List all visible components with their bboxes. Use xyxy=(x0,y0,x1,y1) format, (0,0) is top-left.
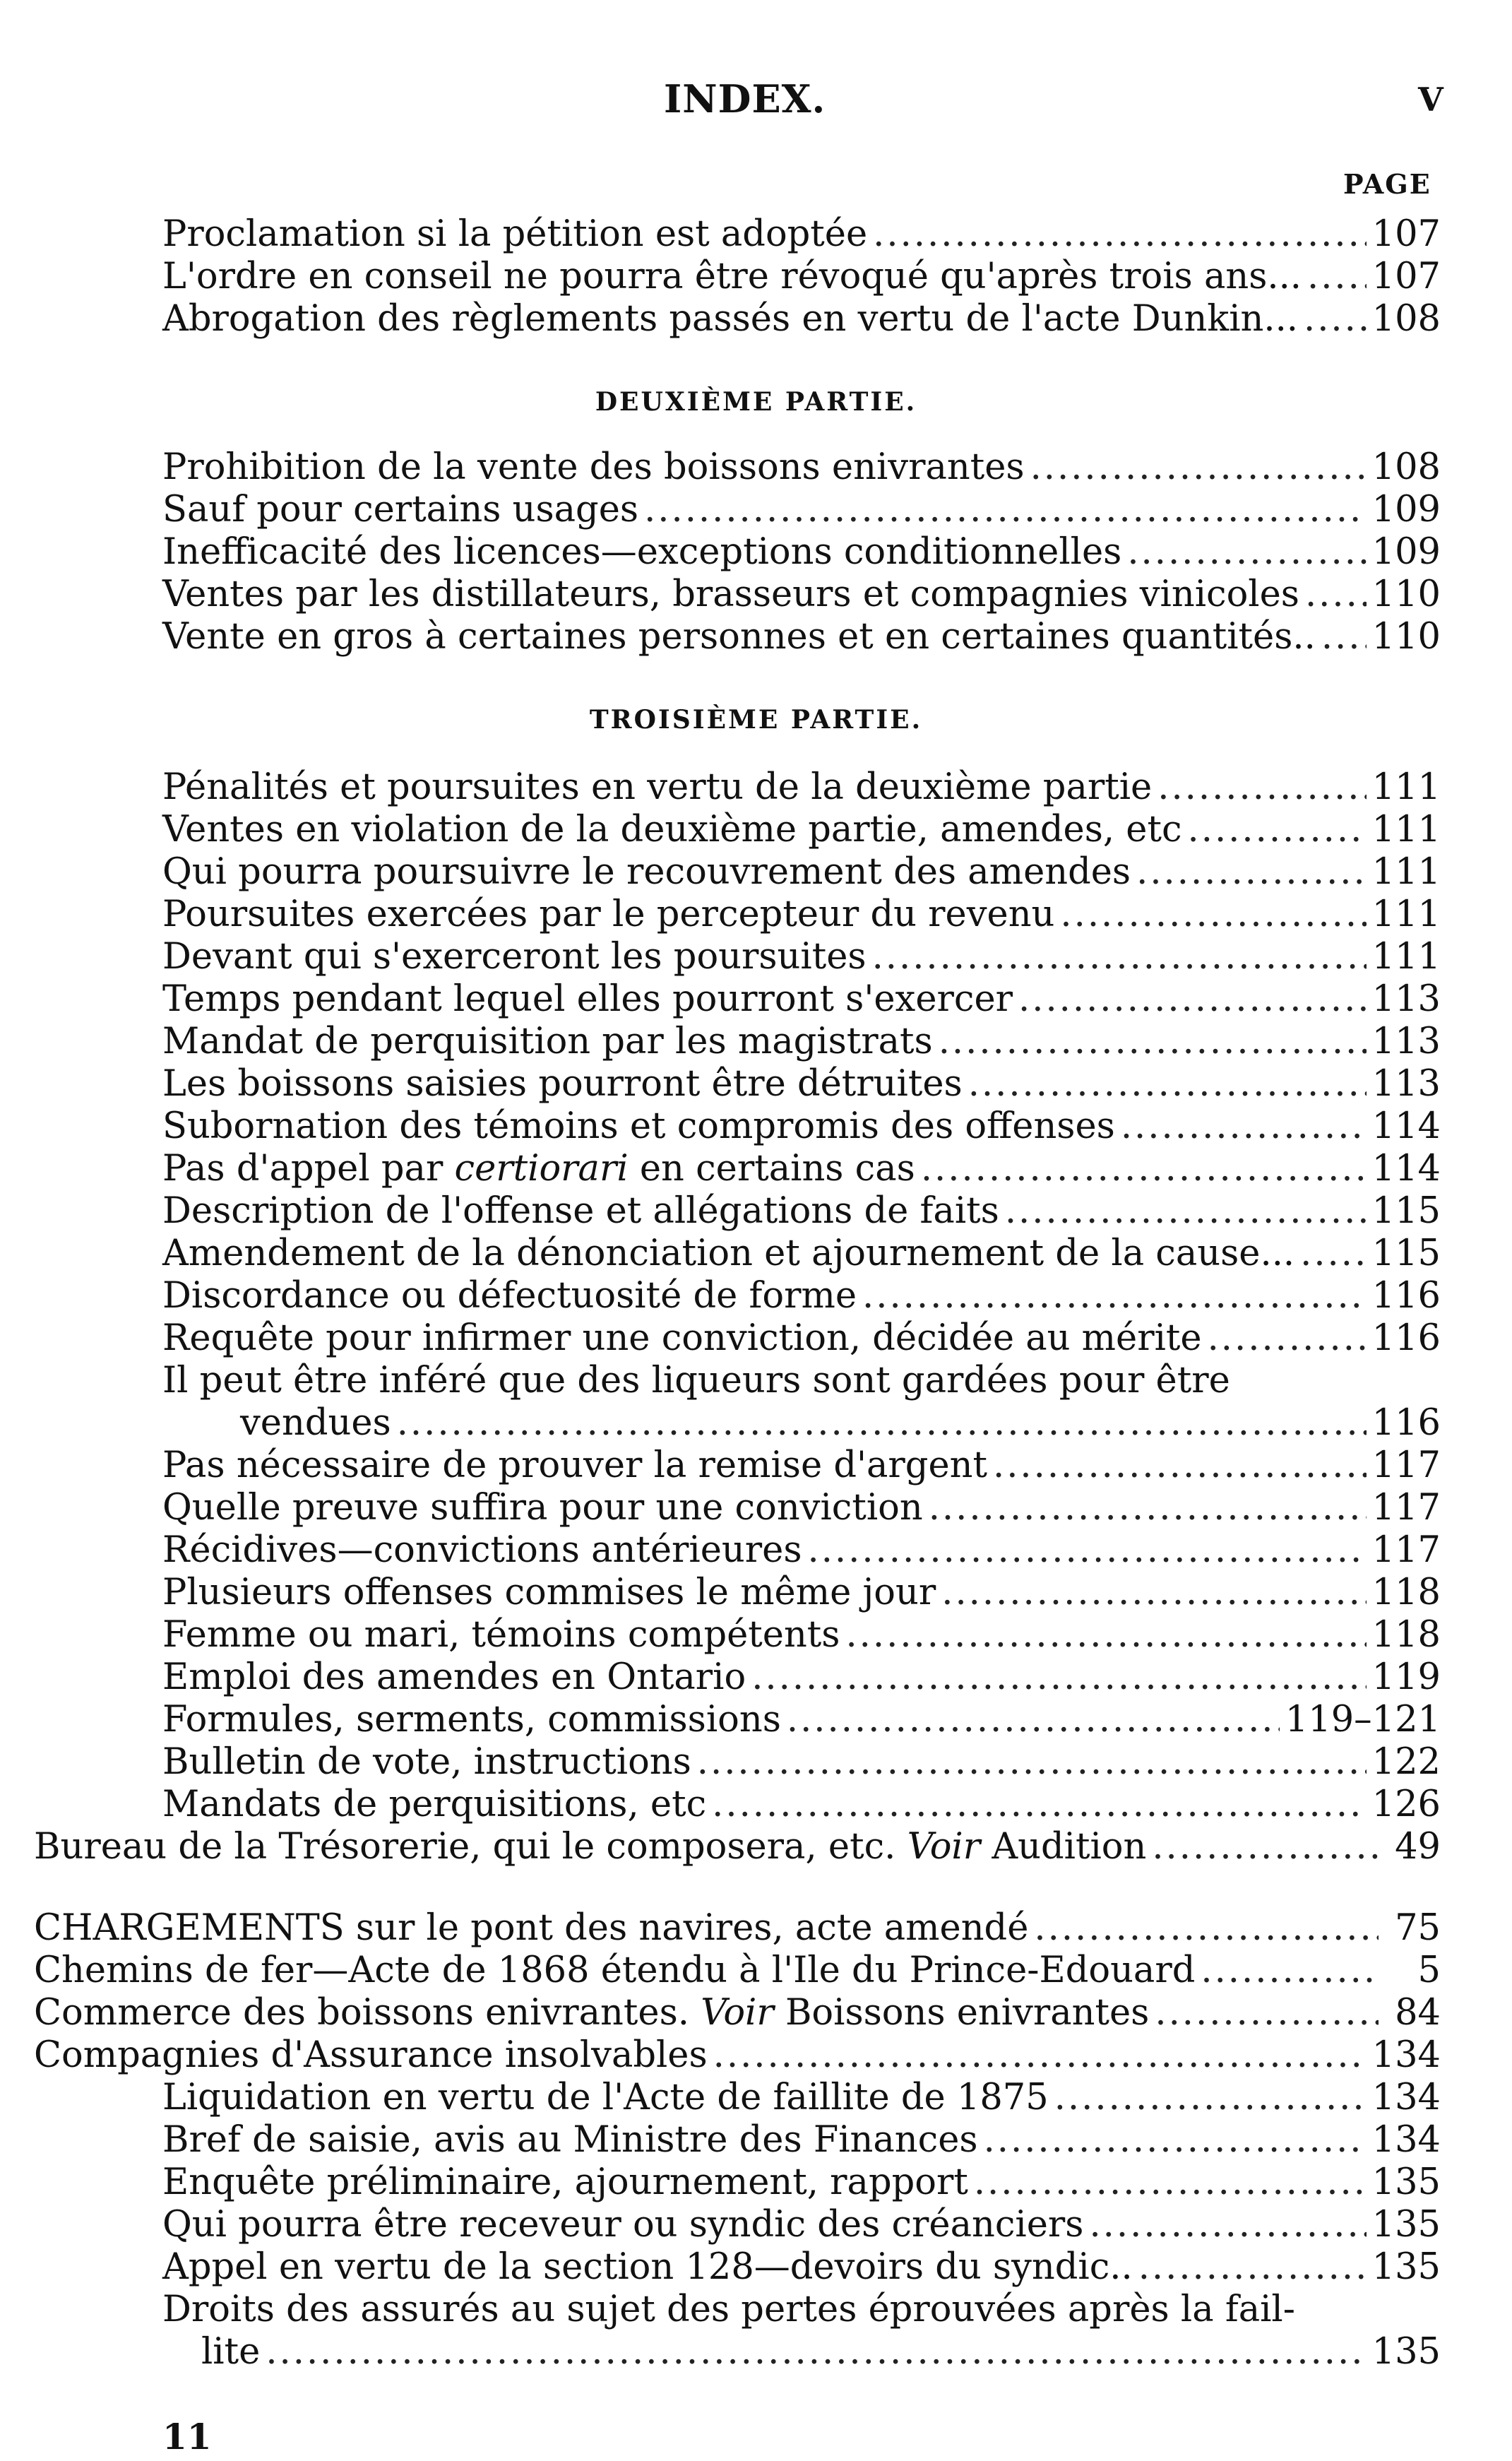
index-entry xyxy=(162,894,1441,936)
index-entry xyxy=(162,2246,1441,2289)
entry-page: 134 xyxy=(1371,2077,1441,2118)
section-heading: DEUXIÈME PARTIE. xyxy=(595,387,917,417)
entry-page: 114 xyxy=(1371,1105,1441,1147)
dot-leader xyxy=(921,1148,1367,1190)
entry-page: 135 xyxy=(1371,2246,1441,2288)
dot-leader xyxy=(1321,616,1367,658)
dot-leader xyxy=(1054,2077,1367,2119)
dot-leader xyxy=(1201,1950,1379,1992)
entry-text: Proclamation si la pétition est adoptée xyxy=(162,213,868,255)
index-entry xyxy=(162,1190,1441,1233)
entry-page: 122 xyxy=(1371,1741,1441,1783)
entry-text: Sauf pour certains usages xyxy=(162,489,639,530)
index-entry xyxy=(162,531,1441,574)
entry-text: Femme ou mari, témoins compétents xyxy=(162,1614,840,1656)
index-entry xyxy=(162,1699,1441,1741)
dot-leader xyxy=(1208,1317,1367,1360)
dot-leader xyxy=(1127,531,1366,574)
entry-text xyxy=(162,1148,915,1190)
index-entry xyxy=(162,936,1441,978)
index-entry xyxy=(162,1656,1441,1699)
entry-text-post: en certains cas xyxy=(628,1148,915,1190)
entry-text: Récidives—convictions antérieures xyxy=(162,1529,802,1571)
entry-page: 118 xyxy=(1371,1614,1441,1656)
dot-leader xyxy=(872,936,1367,978)
index-entry xyxy=(162,256,1441,298)
entry-page: 135 xyxy=(1371,2204,1441,2246)
index-entry xyxy=(34,2034,1441,2077)
entry-text: Quelle preuve suffira pour une conviction xyxy=(162,1487,923,1529)
dot-leader xyxy=(1121,1105,1367,1148)
entry-text: Chemins de fer—Acte de 1868 étendu à l'Ile du Prince-Edouard xyxy=(34,1950,1196,1991)
entry-text-italic: Voir xyxy=(907,1826,981,1868)
dot-leader xyxy=(1305,574,1367,616)
entry-text: Les boissons saisies pourront être détruites xyxy=(162,1063,963,1105)
dot-leader xyxy=(941,1572,1366,1614)
index-entry xyxy=(34,1907,1441,1950)
entry-page: 75 xyxy=(1395,1907,1441,1949)
dot-leader xyxy=(939,1021,1367,1063)
index-entry xyxy=(162,1063,1441,1105)
index-entry xyxy=(162,1233,1441,1275)
entry-text xyxy=(34,1992,1149,2034)
dot-leader xyxy=(397,1402,1367,1445)
entry-text-pre: Pas d'appel par xyxy=(162,1148,455,1190)
index-entry xyxy=(162,766,1441,809)
entry-text: L'ordre en conseil ne pourra être révoqué qu'après trois ans... xyxy=(162,256,1302,297)
entry-page: 116 xyxy=(1371,1275,1441,1317)
entry-page: 115 xyxy=(1371,1233,1441,1274)
entry-text: Compagnies d'Assurance insolvables xyxy=(34,2034,708,2076)
index-entry xyxy=(34,1992,1441,2034)
entry-text: Prohibition de la vente des boissons enivrantes xyxy=(162,446,1025,488)
index-entry xyxy=(162,978,1441,1021)
wrapped-entry-line1: Il peut être inféré que des liqueurs sont gardées pour être xyxy=(162,1360,1230,1401)
entry-page: 113 xyxy=(1371,978,1441,1020)
dot-leader xyxy=(1300,1233,1367,1275)
entry-text-post: Audition xyxy=(980,1826,1147,1868)
entry-page: 107 xyxy=(1371,256,1441,297)
dot-leader xyxy=(1152,1826,1379,1868)
entry-text: Qui pourra être receveur ou syndic des créanciers xyxy=(162,2204,1084,2246)
entry-page: 117 xyxy=(1371,1529,1441,1571)
entry-text: Bref de saisie, avis au Ministre des Finances xyxy=(162,2119,978,2161)
entry-page: 107 xyxy=(1371,213,1441,255)
entry-page: 113 xyxy=(1371,1021,1441,1062)
dot-leader xyxy=(1307,256,1367,298)
dot-leader xyxy=(1089,2204,1366,2246)
dot-leader xyxy=(697,1741,1367,1784)
entry-page: 113 xyxy=(1371,1063,1441,1105)
signature-mark: 11 xyxy=(162,2416,212,2457)
entry-text: Qui pourra poursuivre le recouvrement des amendes xyxy=(162,851,1131,893)
entry-text: Vente en gros à certaines personnes et en certaines quantités.. xyxy=(162,616,1316,658)
entry-page: 111 xyxy=(1371,809,1441,850)
entry-text: Mandats de perquisitions, etc xyxy=(162,1784,707,1825)
entry-page: 116 xyxy=(1371,1402,1441,1444)
index-entry xyxy=(162,851,1441,894)
dot-leader xyxy=(808,1529,1367,1572)
entry-page: 134 xyxy=(1371,2119,1441,2161)
entry-text: Pas nécessaire de prouver la remise d'argent xyxy=(162,1445,987,1486)
index-entry xyxy=(162,1317,1441,1360)
dot-leader xyxy=(1030,446,1367,489)
index-entry xyxy=(162,1784,1441,1826)
entry-text: Mandat de perquisition par les magistrats xyxy=(162,1021,933,1062)
entry-text-italic: certiorari xyxy=(454,1148,629,1190)
dot-leader xyxy=(1155,1992,1379,2034)
entry-text: Emploi des amendes en Ontario xyxy=(162,1656,746,1698)
entry-page: 109 xyxy=(1371,489,1441,530)
page-title: INDEX. xyxy=(664,76,826,121)
entry-page: 111 xyxy=(1371,766,1441,808)
entry-page: 110 xyxy=(1371,574,1441,615)
index-entry xyxy=(162,2119,1441,2161)
entry-text: Plusieurs offenses commises le même jour xyxy=(162,1572,936,1613)
entry-text-pre: Commerce des boissons enivrantes. xyxy=(34,1992,701,2034)
dot-leader xyxy=(862,1275,1367,1317)
index-entry xyxy=(162,213,1441,256)
entry-text: Ventes en violation de la deuxième partie, amendes, etc xyxy=(162,809,1182,850)
dot-leader xyxy=(751,1656,1366,1699)
index-entry xyxy=(162,2161,1441,2204)
dot-leader xyxy=(266,2331,1366,2373)
dot-leader xyxy=(1005,1190,1367,1233)
entry-page: 114 xyxy=(1371,1148,1441,1190)
dot-leader xyxy=(873,213,1366,256)
dot-leader xyxy=(713,2034,1367,2077)
index-entry xyxy=(162,2204,1441,2246)
entry-text-pre: Bureau de la Trésorerie, qui le composera, etc. xyxy=(34,1826,907,1868)
index-entry xyxy=(162,1614,1441,1656)
dot-leader xyxy=(974,2161,1367,2204)
entry-text xyxy=(34,1826,1146,1868)
entry-page: 110 xyxy=(1371,616,1441,658)
dot-leader xyxy=(845,1614,1366,1656)
entry-page: 84 xyxy=(1395,1992,1441,2034)
index-entry xyxy=(162,1105,1441,1148)
entry-page: 126 xyxy=(1371,1784,1441,1825)
entry-text: Bulletin de vote, instructions xyxy=(162,1741,691,1783)
section-heading: TROISIÈME PARTIE. xyxy=(589,705,923,735)
entry-page: 111 xyxy=(1371,936,1441,978)
dot-leader xyxy=(1157,766,1366,809)
dot-leader xyxy=(1138,2246,1367,2289)
entry-text-post: Boissons enivrantes xyxy=(773,1992,1150,2034)
entry-text: Devant qui s'exerceront les poursuites xyxy=(162,936,867,978)
entry-page: 111 xyxy=(1371,851,1441,893)
entry-page: 111 xyxy=(1371,894,1441,935)
dot-leader xyxy=(984,2119,1367,2161)
entry-text: Description de l'offense et allégations de faits xyxy=(162,1190,999,1232)
entry-page: 109 xyxy=(1371,531,1441,573)
index-entry xyxy=(162,616,1441,658)
entry-page: 134 xyxy=(1371,2034,1441,2076)
index-entry xyxy=(162,446,1441,489)
index-entry xyxy=(162,2077,1441,2119)
index-entry xyxy=(240,1402,1441,1445)
page-column-label: PAGE xyxy=(1343,168,1431,200)
index-entry xyxy=(162,1445,1441,1487)
entry-text: Formules, serments, commissions xyxy=(162,1699,781,1741)
entry-text: Inefficacité des licences—exceptions conditionnelles xyxy=(162,531,1122,573)
entry-text: Abrogation des règlements passés en vertu de l'acte Dunkin... xyxy=(162,298,1298,340)
index-entry xyxy=(162,1275,1441,1317)
entry-page: 108 xyxy=(1371,446,1441,488)
dot-leader xyxy=(712,1784,1367,1826)
entry-page: 5 xyxy=(1417,1950,1441,1991)
dot-leader xyxy=(968,1063,1367,1105)
dot-leader xyxy=(993,1445,1367,1487)
entry-page: 108 xyxy=(1371,298,1441,340)
entry-page: 117 xyxy=(1371,1487,1441,1529)
index-entry xyxy=(162,809,1441,851)
index-entry xyxy=(162,1741,1441,1784)
dot-leader xyxy=(1136,851,1367,894)
dot-leader xyxy=(1304,298,1367,340)
index-entry xyxy=(201,2331,1441,2373)
index-entry xyxy=(162,1572,1441,1614)
dot-leader xyxy=(1034,1907,1379,1950)
entry-text: Poursuites exercées par le percepteur du revenu xyxy=(162,894,1055,935)
entry-text: Amendement de la dénonciation et ajournement de la cause... xyxy=(162,1233,1295,1274)
entry-text: Appel en vertu de la section 128—devoirs du syndic.. xyxy=(162,2246,1133,2288)
entry-page: 117 xyxy=(1371,1445,1441,1486)
entry-page: 118 xyxy=(1371,1572,1441,1613)
entry-text: Temps pendant lequel elles pourront s'exercer xyxy=(162,978,1013,1020)
index-entry xyxy=(162,1487,1441,1529)
index-entry xyxy=(162,298,1441,340)
index-entry xyxy=(162,574,1441,616)
index-entry xyxy=(34,1950,1441,1992)
entry-text: CHARGEMENTS sur le pont des navires, acte amendé xyxy=(34,1907,1029,1949)
entry-text: Ventes par les distillateurs, brasseurs et compagnies vinicoles xyxy=(162,574,1299,615)
entry-page: 115 xyxy=(1371,1190,1441,1232)
entry-text: lite xyxy=(201,2331,261,2373)
entry-page: 135 xyxy=(1371,2331,1441,2373)
index-entry xyxy=(162,1021,1441,1063)
entry-text: Liquidation en vertu de l'Acte de faillite de 1875 xyxy=(162,2077,1049,2118)
index-entry xyxy=(162,489,1441,531)
dot-leader xyxy=(644,489,1367,531)
entry-page: 119 xyxy=(1371,1656,1441,1698)
entry-page: 135 xyxy=(1371,2161,1441,2203)
dot-leader xyxy=(1060,894,1366,936)
entry-text-italic: Voir xyxy=(701,1992,774,2034)
index-entry xyxy=(162,1529,1441,1572)
entry-page: 116 xyxy=(1371,1317,1441,1359)
page-folio: V xyxy=(1418,81,1443,119)
entry-text: Requête pour infirmer une conviction, décidée au mérite xyxy=(162,1317,1202,1359)
dot-leader xyxy=(1018,978,1367,1021)
entry-text: Subornation des témoins et compromis des offenses xyxy=(162,1105,1115,1147)
dot-leader xyxy=(787,1699,1280,1741)
index-entry xyxy=(34,1826,1441,1868)
entry-page: 49 xyxy=(1395,1826,1441,1868)
entry-text: Pénalités et poursuites en vertu de la deuxième partie xyxy=(162,766,1153,808)
index-entry xyxy=(162,1148,1441,1190)
page-header xyxy=(0,76,1512,126)
dot-leader xyxy=(929,1487,1367,1529)
entry-text: vendues xyxy=(240,1402,391,1444)
wrapped-entry-line1: Droits des assurés au sujet des pertes éprouvées après la fail- xyxy=(162,2289,1295,2330)
entry-page: 119–121 xyxy=(1285,1699,1441,1741)
entry-text: Enquête préliminaire, ajournement, rapport xyxy=(162,2161,968,2203)
entry-text: Discordance ou défectuosité de forme xyxy=(162,1275,857,1317)
dot-leader xyxy=(1188,809,1367,851)
